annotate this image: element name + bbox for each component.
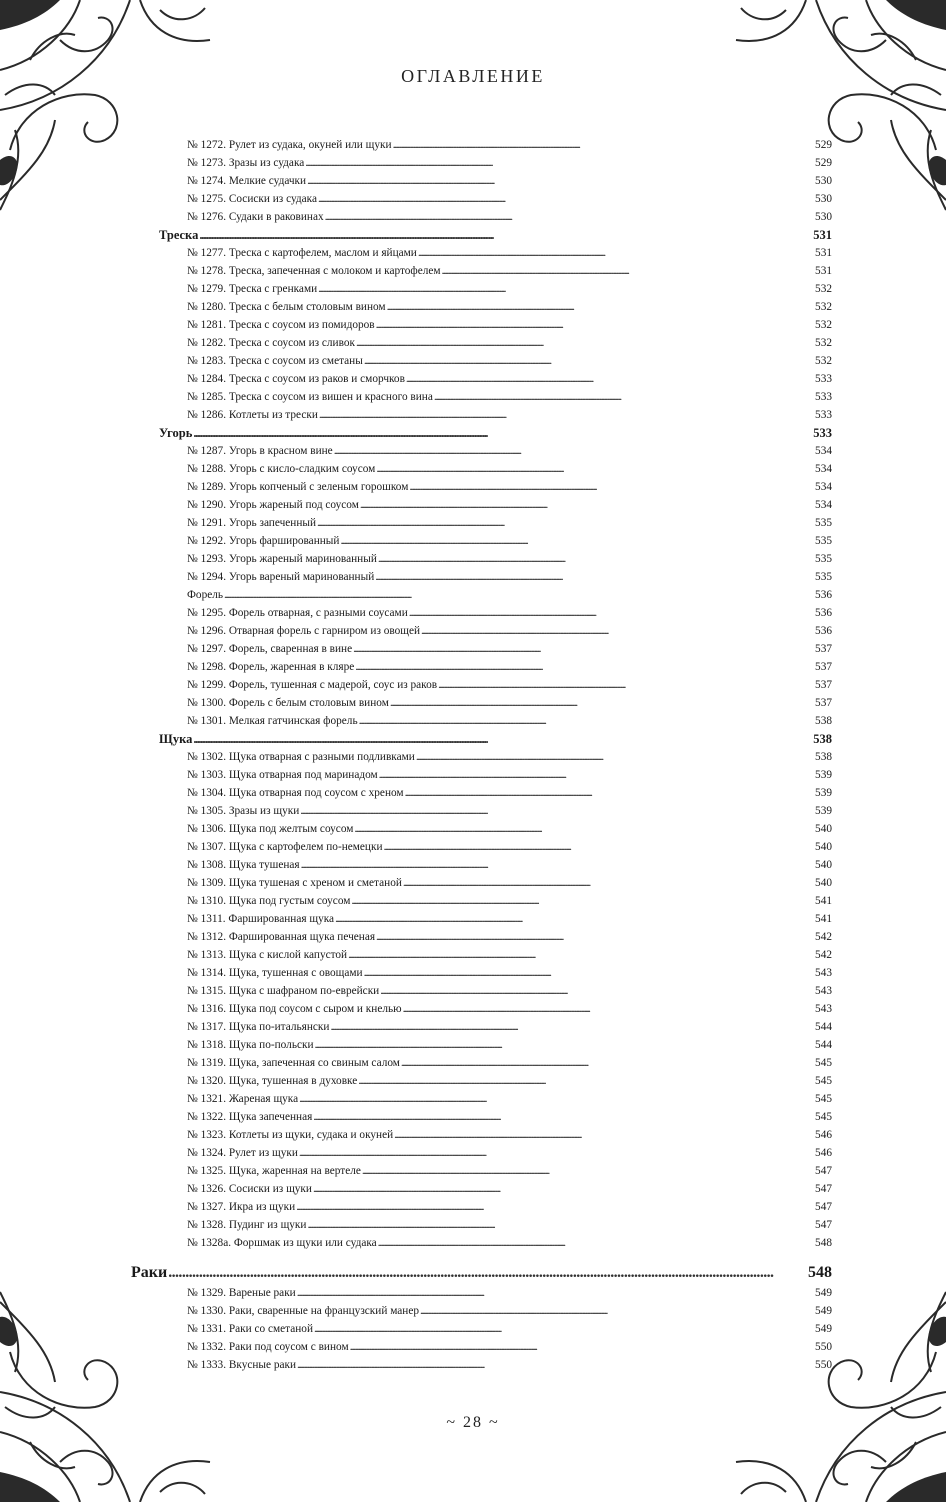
toc-entry[interactable] [187, 1357, 832, 1373]
dot-leader [299, 1145, 814, 1161]
toc-entry-title: № 1300. Форель с белым столовым вином [187, 697, 389, 709]
toc-entry[interactable] [187, 1217, 832, 1233]
dot-leader [403, 875, 814, 891]
toc-entry[interactable] [187, 1073, 832, 1089]
dot-leader [418, 245, 814, 261]
toc-page-number: 547 [815, 1183, 832, 1195]
toc-page-number: 537 [815, 643, 832, 655]
toc-page-number: 540 [815, 841, 832, 853]
toc-page-number: 545 [815, 1075, 832, 1087]
toc-entry-title: № 1296. Отварная форель с гарниром из овощей [187, 625, 421, 637]
toc-page-number: 540 [815, 823, 832, 835]
toc-entry-title: № 1320. Щука, тушенная в духовке [187, 1075, 358, 1087]
toc-page-number: 531 [815, 265, 832, 277]
toc-chapter[interactable] [131, 1263, 832, 1283]
toc-entry-title: № 1297. Форель, сваренная в вине [187, 643, 353, 655]
toc-entry[interactable] [187, 299, 832, 315]
toc-page-number: 535 [815, 553, 832, 565]
toc-entry[interactable] [187, 1181, 832, 1197]
dot-leader [317, 515, 814, 531]
toc-page-number: 539 [815, 787, 832, 799]
dot-leader [376, 929, 814, 945]
toc-entry[interactable] [187, 281, 832, 297]
toc-entry-title: № 1291. Угорь запеченный [187, 517, 317, 529]
dot-leader [420, 1303, 814, 1319]
toc-page-number: 538 [813, 732, 832, 746]
toc-entry[interactable] [187, 1001, 832, 1017]
toc-page-number: 536 [815, 607, 832, 619]
dot-leader [379, 767, 814, 783]
toc-section[interactable] [159, 227, 832, 243]
toc-entry-title: № 1301. Мелкая гатчинская форель [187, 715, 358, 727]
toc-entry[interactable] [187, 461, 832, 477]
toc-entry-title: № 1315. Щука с шафраном по-еврейски [187, 985, 380, 997]
toc-page-number: 535 [815, 535, 832, 547]
toc-page-number: 533 [815, 373, 832, 385]
toc-entry-title: № 1303. Щука отварная под маринадом [187, 769, 378, 781]
toc-entry-title: № 1273. Зразы из судака [187, 157, 305, 169]
dot-leader [300, 803, 814, 819]
toc-entry[interactable] [187, 1285, 832, 1301]
dot-leader [301, 857, 814, 873]
toc-entry[interactable] [187, 353, 832, 369]
dot-leader [319, 407, 814, 423]
toc-entry-title: № 1287. Угорь в красном вине [187, 445, 333, 457]
toc-entry-title: № 1312. Фаршированная щука печеная [187, 931, 376, 943]
dot-leader [314, 1321, 814, 1337]
dot-leader [403, 1001, 814, 1017]
toc-page-number: 532 [815, 355, 832, 367]
toc-page-number: 545 [815, 1057, 832, 1069]
toc-page-number: 531 [815, 247, 832, 259]
dot-leader [350, 1339, 814, 1355]
dot-leader [401, 1055, 814, 1071]
toc-entry[interactable] [187, 1055, 832, 1071]
toc-page-number: 546 [815, 1129, 832, 1141]
dot-leader [406, 371, 814, 387]
toc-entry[interactable] [187, 605, 832, 621]
dot-leader [380, 983, 814, 999]
toc-entry-title: № 1299. Форель, тушенная с мадерой, соус из раков [187, 679, 438, 691]
toc-entry-title: № 1274. Мелкие судачки [187, 175, 307, 187]
toc-entry-title: № 1281. Треска с соусом из помидоров [187, 319, 375, 331]
dot-leader [416, 749, 814, 765]
dot-leader [335, 911, 814, 927]
toc-page-number: 532 [815, 337, 832, 349]
dot-leader [348, 947, 814, 963]
toc-entry-title: № 1298. Форель, жаренная в кляре [187, 661, 355, 673]
toc-page-number: 545 [815, 1111, 832, 1123]
toc-entry[interactable] [187, 1091, 832, 1107]
toc-entry-title: № 1284. Треска с соусом из раков и сморчков [187, 373, 405, 385]
dot-leader [193, 731, 812, 747]
toc-entry-title: № 1280. Треска с белым столовым вином [187, 301, 386, 313]
dot-leader [356, 335, 814, 351]
toc-entry-title: № 1332. Раки под соусом с вином [187, 1341, 349, 1353]
toc-entry-title: № 1328. Пудинг из щуки [187, 1219, 307, 1231]
dot-leader [394, 1127, 814, 1143]
dot-leader [390, 695, 814, 711]
toc-entry[interactable] [187, 443, 832, 459]
toc-entry[interactable] [187, 335, 832, 351]
toc-entry[interactable] [187, 929, 832, 945]
toc-entry[interactable] [187, 551, 832, 567]
dot-leader [358, 1073, 814, 1089]
toc-entry[interactable] [187, 1037, 832, 1053]
toc-entry-title: № 1309. Щука тушеная с хреном и сметаной [187, 877, 402, 889]
toc-entry-title: № 1302. Щука отварная с разными подливками [187, 751, 415, 763]
dot-leader [299, 1091, 814, 1107]
toc-entry[interactable] [187, 371, 832, 387]
toc-entry[interactable] [187, 965, 832, 981]
toc-entry[interactable] [187, 245, 832, 261]
dot-leader [378, 551, 814, 567]
dot-leader [296, 1199, 814, 1215]
toc-page-number: 540 [815, 877, 832, 889]
toc-entry[interactable] [187, 209, 832, 225]
toc-entry-title: № 1330. Раки, сваренные на французский манер [187, 1305, 419, 1317]
toc-entry[interactable] [187, 839, 832, 855]
toc-page-number: 538 [815, 751, 832, 763]
toc-section[interactable] [159, 425, 832, 441]
dot-leader [376, 317, 814, 333]
toc-page-number: 538 [815, 715, 832, 727]
toc-entry-title: Угорь [159, 426, 193, 440]
toc-entry-title: № 1314. Щука, тушенная с овощами [187, 967, 363, 979]
toc-entry-title: № 1324. Рулет из щуки [187, 1147, 298, 1159]
toc-page-number: 549 [815, 1323, 832, 1335]
toc-entry[interactable] [187, 1127, 832, 1143]
toc-entry[interactable] [187, 893, 832, 909]
toc-entry[interactable] [187, 1303, 832, 1319]
dot-leader [193, 425, 812, 441]
toc-page-number: 536 [815, 625, 832, 637]
toc-entry-title: № 1311. Фаршированная щука [187, 913, 335, 925]
toc-entry[interactable] [187, 1321, 832, 1337]
toc-entry[interactable] [187, 263, 832, 279]
dot-leader [393, 137, 814, 153]
toc-entry[interactable] [187, 1109, 832, 1125]
dot-leader [442, 263, 815, 279]
toc-entry[interactable] [187, 713, 832, 729]
dot-leader [384, 839, 815, 855]
dot-leader [307, 1217, 814, 1233]
toc-page-number: 543 [815, 967, 832, 979]
dot-leader [325, 209, 814, 225]
dot-leader [434, 389, 814, 405]
toc-entry[interactable] [187, 497, 832, 513]
toc-page-number: 530 [815, 175, 832, 187]
toc-entry-title: № 1304. Щука отварная под соусом с хреном [187, 787, 404, 799]
toc-page-number: 542 [815, 949, 832, 961]
toc-page-number: 532 [815, 283, 832, 295]
toc-entry[interactable] [187, 317, 832, 333]
dot-leader [364, 965, 814, 981]
dot-leader [340, 533, 814, 549]
toc-entry[interactable] [187, 407, 832, 423]
page-number: ~ 28 ~ [446, 1414, 500, 1431]
toc-page-number: 550 [815, 1341, 832, 1353]
toc-page-number: 537 [815, 679, 832, 691]
toc-entry-title: № 1310. Щука под густым соусом [187, 895, 351, 907]
toc-page-number: 529 [815, 157, 832, 169]
toc-page-number: 532 [815, 301, 832, 313]
toc-page-number: 535 [815, 571, 832, 583]
toc-page-number: 547 [815, 1165, 832, 1177]
toc-entry-title: № 1317. Щука по-итальянски [187, 1021, 330, 1033]
toc-entry[interactable] [187, 785, 832, 801]
toc-page-number: 530 [815, 193, 832, 205]
toc-page-number: 534 [815, 463, 832, 475]
toc-page-number: 533 [815, 409, 832, 421]
toc-entry[interactable] [187, 173, 832, 189]
toc-sub[interactable] [187, 587, 832, 603]
toc-page-number: 539 [815, 805, 832, 817]
toc-entry-title: № 1276. Судаки в раковинах [187, 211, 324, 223]
toc-entry-title: № 1278. Треска, запеченная с молоком и картофелем [187, 265, 441, 277]
toc-entry[interactable] [187, 569, 832, 585]
toc-entry-title: № 1293. Угорь жареный маринованный [187, 553, 377, 565]
toc-entry[interactable] [187, 947, 832, 963]
toc-page-number: 536 [815, 589, 832, 601]
toc-page-number: 543 [815, 985, 832, 997]
dot-leader [168, 1263, 807, 1283]
toc-page-number: 546 [815, 1147, 832, 1159]
toc-page-number: 531 [813, 228, 832, 242]
dot-leader [364, 353, 814, 369]
dot-leader [305, 155, 814, 171]
page-title: ОГЛАВЛЕНИЕ [401, 66, 545, 86]
dot-leader [409, 605, 814, 621]
toc-entry[interactable] [187, 677, 832, 693]
toc-page-number: 544 [815, 1039, 832, 1051]
toc-section[interactable] [159, 731, 832, 747]
toc-page-number: 537 [815, 661, 832, 673]
toc-entry-title: № 1272. Рулет из судака, окуней или щуки [187, 139, 392, 151]
toc-page-number: 549 [815, 1305, 832, 1317]
toc-entry-title: № 1289. Угорь копченый с зеленым горошком [187, 481, 409, 493]
toc-entry[interactable] [187, 749, 832, 765]
toc-entry[interactable] [187, 137, 832, 153]
toc-entry[interactable] [187, 911, 832, 927]
toc-entry-title: № 1288. Угорь с кисло-сладким соусом [187, 463, 376, 475]
dot-leader [330, 1019, 814, 1035]
toc-entry-title: Треска [159, 228, 199, 242]
toc-entry[interactable] [187, 1339, 832, 1355]
toc-entry-title: Форель [187, 589, 224, 601]
dot-leader [297, 1357, 814, 1373]
dot-leader [307, 173, 814, 189]
dot-leader [409, 479, 814, 495]
toc-entry-title: № 1319. Щука, запеченная со свиным салом [187, 1057, 400, 1069]
toc-entry-title: № 1327. Икра из щуки [187, 1201, 296, 1213]
toc-page-number: 542 [815, 931, 832, 943]
toc-page-number: 534 [815, 481, 832, 493]
toc-entry-title: № 1306. Щука под желтым соусом [187, 823, 354, 835]
toc-page-number: 530 [815, 211, 832, 223]
toc-entry-title: № 1313. Щука с кислой капустой [187, 949, 348, 961]
toc-page-number: 539 [815, 769, 832, 781]
dot-leader [362, 1163, 814, 1179]
toc-entry[interactable] [187, 641, 832, 657]
toc-entry-title: № 1290. Угорь жареный под соусом [187, 499, 359, 511]
toc-entry-title: № 1321. Жареная щука [187, 1093, 299, 1105]
toc-entry[interactable] [187, 983, 832, 999]
toc-entry[interactable] [187, 857, 832, 873]
toc-page-number: 548 [815, 1237, 832, 1249]
toc-entry-title: № 1283. Треска с соусом из сметаны [187, 355, 363, 367]
toc-entry[interactable] [187, 533, 832, 549]
dot-leader [359, 713, 814, 729]
toc-entry[interactable] [187, 623, 832, 639]
dot-leader [199, 227, 812, 243]
toc-entry[interactable] [187, 191, 832, 207]
toc-page-number: 544 [815, 1021, 832, 1033]
dot-leader [315, 1037, 815, 1053]
toc-page-number: 532 [815, 319, 832, 331]
toc-entry[interactable] [187, 1019, 832, 1035]
toc-entry-title: Щука [159, 732, 193, 746]
toc-page-number: 547 [815, 1201, 832, 1213]
dot-leader [360, 497, 814, 513]
dot-leader [355, 659, 814, 675]
dot-leader [313, 1181, 814, 1197]
toc-entry-title: № 1279. Треска с гренками [187, 283, 318, 295]
toc-entry-title: № 1286. Котлеты из трески [187, 409, 318, 421]
toc-entry-title: № 1307. Щука с картофелем по-немецки [187, 841, 383, 853]
toc-entry-title: № 1308. Щука тушеная [187, 859, 300, 871]
toc-page-number: 535 [815, 517, 832, 529]
toc-page-number: 529 [815, 139, 832, 151]
dot-leader [318, 281, 814, 297]
toc-entry-title: № 1323. Котлеты из щуки, судака и окуней [187, 1129, 394, 1141]
toc-page-number: 541 [815, 913, 832, 925]
toc-page-number: 549 [815, 1287, 832, 1299]
toc-entry-title: № 1316. Щука под соусом с сыром и кнелью [187, 1003, 402, 1015]
dot-leader [354, 821, 814, 837]
toc-entry-title: № 1275. Сосиски из судака [187, 193, 317, 205]
dot-leader [421, 623, 814, 639]
toc-entry[interactable] [187, 1145, 832, 1161]
toc-entry-title: № 1285. Треска с соусом из вишен и красного вина [187, 391, 433, 403]
toc-entry-title: № 1318. Щука по-польски [187, 1039, 314, 1051]
toc-page-number: 534 [815, 499, 832, 511]
dot-leader [297, 1285, 814, 1301]
toc-entry-title: № 1295. Форель отварная, с разными соусами [187, 607, 408, 619]
toc-entry[interactable] [187, 1235, 832, 1251]
toc-page-number: 550 [815, 1359, 832, 1371]
dot-leader [405, 785, 814, 801]
dot-leader [378, 1235, 814, 1251]
toc-entry[interactable] [187, 479, 832, 495]
toc-entry-title: № 1329. Вареные раки [187, 1287, 296, 1299]
dot-leader [318, 191, 814, 207]
toc-entry-title: № 1328а. Форшмак из щуки или судака [187, 1237, 377, 1249]
dot-leader [351, 893, 814, 909]
toc-entry-title: № 1277. Треска с картофелем, маслом и яйцами [187, 247, 417, 259]
toc-page-number: 541 [815, 895, 832, 907]
dot-leader [353, 641, 814, 657]
toc-entry-title: № 1325. Щука, жаренная на вертеле [187, 1165, 361, 1177]
dot-leader [313, 1109, 814, 1125]
toc-entry[interactable] [187, 1199, 832, 1215]
toc-entry-title: № 1331. Раки со сметаной [187, 1323, 313, 1335]
toc-entry[interactable] [187, 803, 832, 819]
dot-leader [334, 443, 814, 459]
toc-entry-title: № 1322. Щука запеченная [187, 1111, 313, 1123]
toc-entry[interactable] [187, 155, 832, 171]
toc-entry-title: № 1294. Угорь вареный маринованный [187, 571, 375, 583]
dot-leader [376, 461, 814, 477]
toc-page-number: 537 [815, 697, 832, 709]
toc-page-number: 545 [815, 1093, 832, 1105]
toc-page-number: 534 [815, 445, 832, 457]
toc-page-number: 533 [813, 426, 832, 440]
toc-entry-title: № 1326. Сосиски из щуки [187, 1183, 312, 1195]
toc-entry[interactable] [187, 1163, 832, 1179]
toc-entry-title: Раки [131, 1264, 168, 1281]
toc-entry-title: № 1282. Треска с соусом из сливок [187, 337, 355, 349]
toc-entry[interactable] [187, 821, 832, 837]
toc-page-number: 543 [815, 1003, 832, 1015]
toc-entry[interactable] [187, 659, 832, 675]
dot-leader [387, 299, 814, 315]
dot-leader [224, 587, 814, 603]
toc-page-number: 548 [808, 1264, 832, 1281]
toc-entry-title: № 1333. Вкусные раки [187, 1359, 297, 1371]
toc-page-number: 547 [815, 1219, 832, 1231]
toc-page-number: 540 [815, 859, 832, 871]
toc-entry-title: № 1305. Зразы из щуки [187, 805, 300, 817]
toc-entry[interactable] [187, 875, 832, 891]
toc-entry[interactable] [187, 695, 832, 711]
dot-leader [375, 569, 814, 585]
toc-entry[interactable] [187, 515, 832, 531]
dot-leader [438, 677, 814, 693]
toc-entry[interactable] [187, 389, 832, 405]
toc-entry-title: № 1292. Угорь фаршированный [187, 535, 340, 547]
toc-page-number: 533 [815, 391, 832, 403]
toc-entry[interactable] [187, 767, 832, 783]
